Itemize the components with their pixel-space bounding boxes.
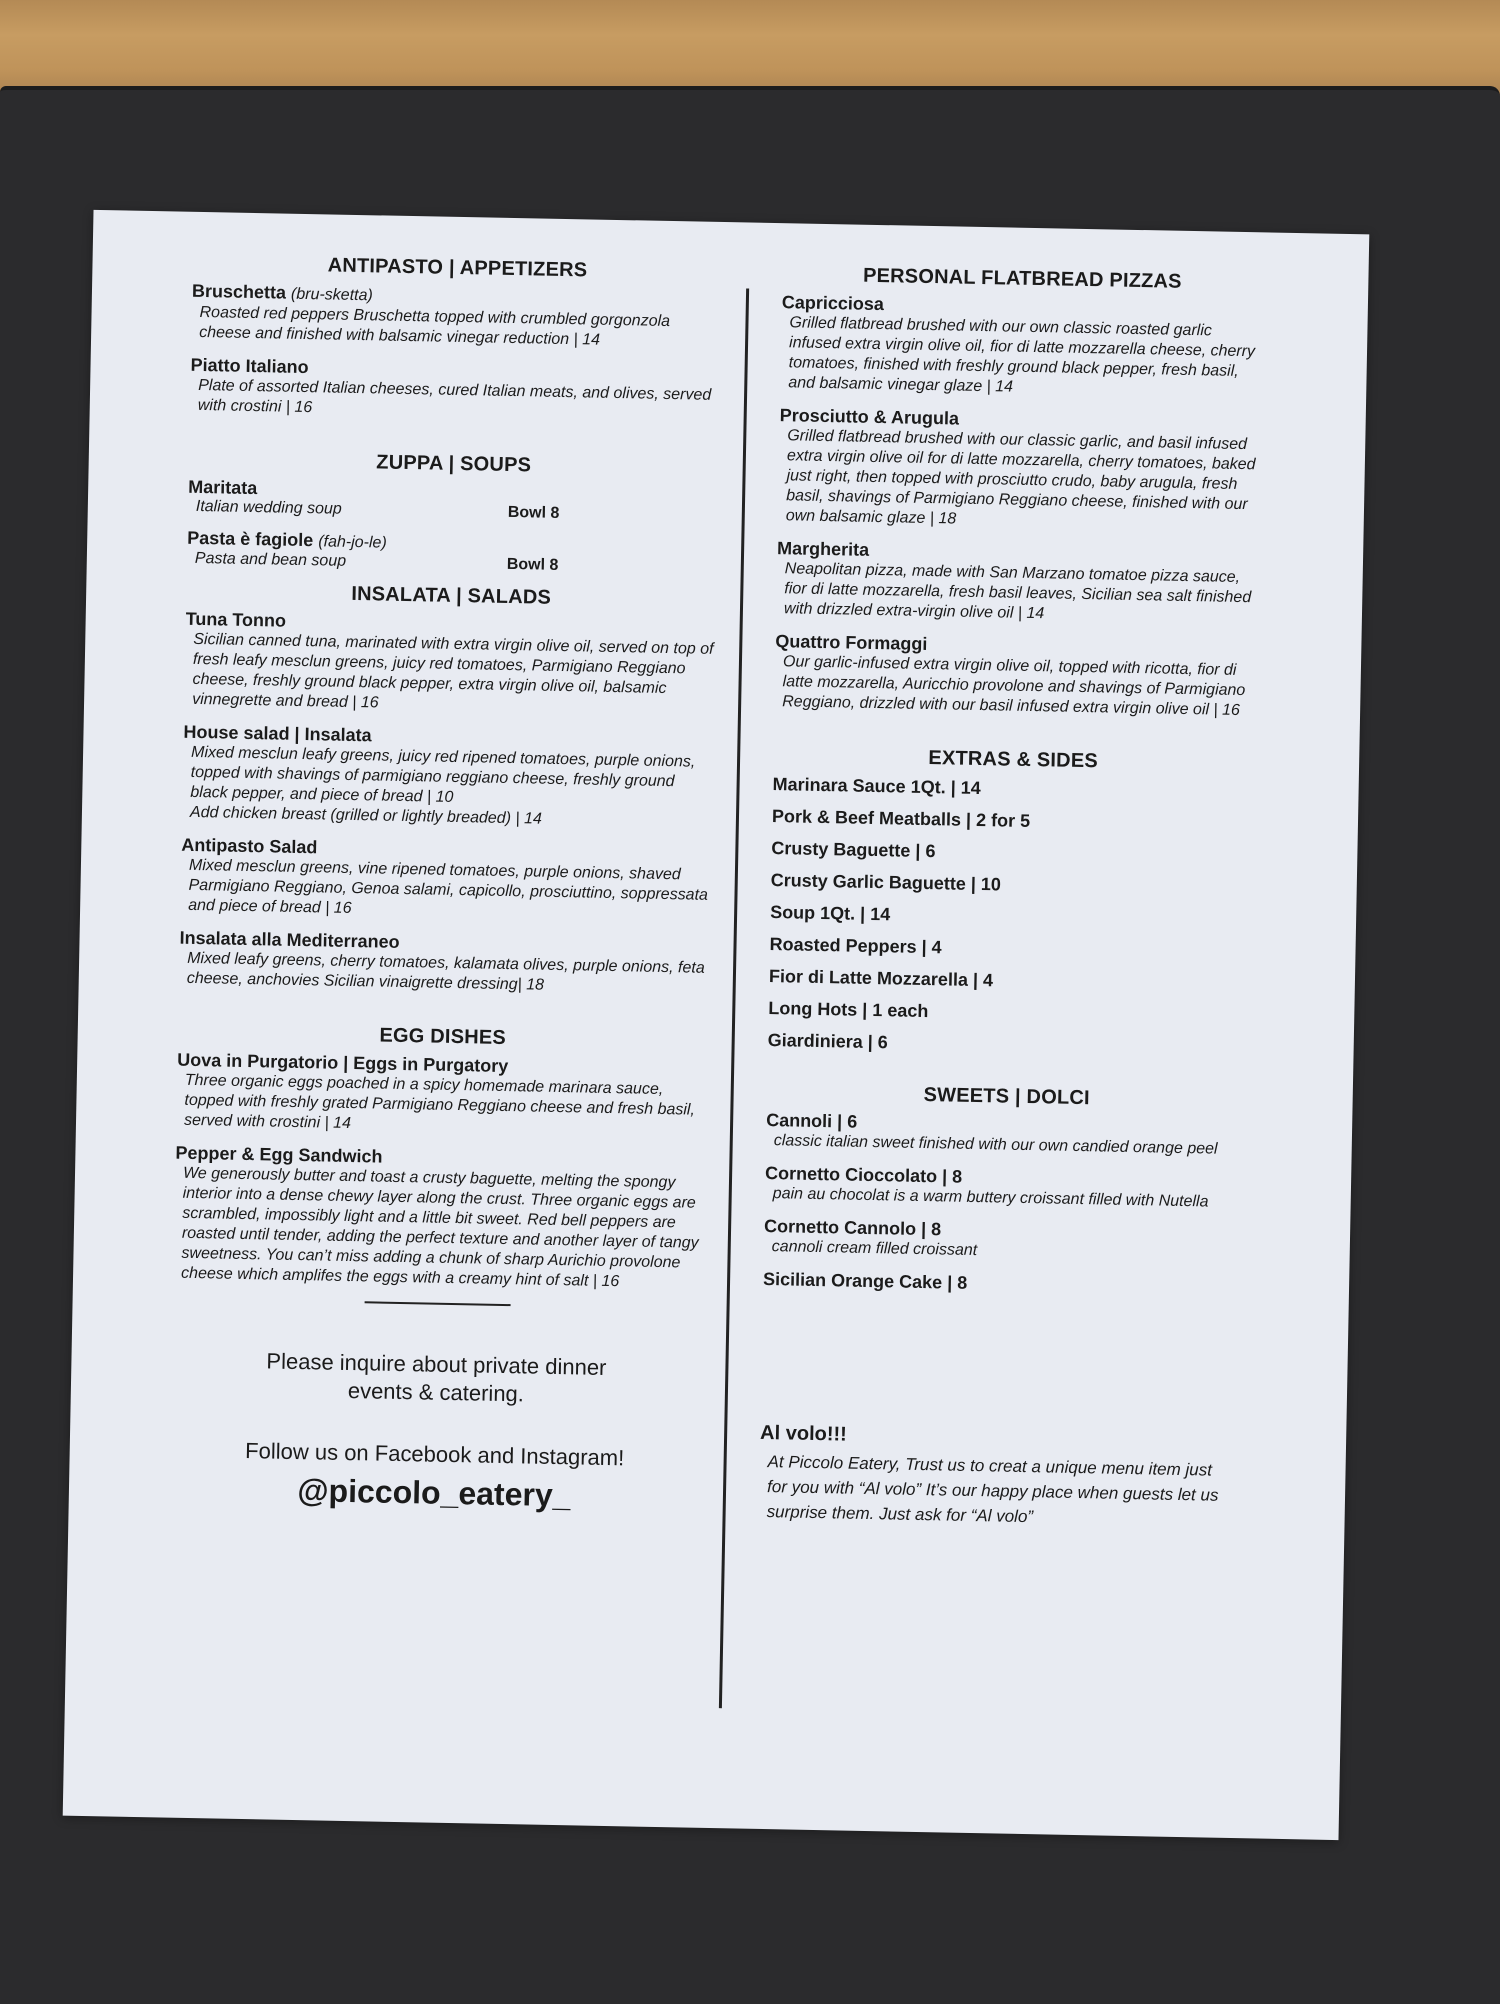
al-volo-title: Al volo!!!	[759, 1421, 848, 1446]
menu-item	[188, 477, 719, 526]
item-name: Cornetto Cioccolato | 8	[764, 1162, 963, 1187]
al-volo-description: At Piccolo Eatery, Trust us to creat a unique menu item just for you with “Al volo” It’s our happy place when guests let us surprise them. Just ask for “Al volo”	[766, 1452, 1219, 1527]
menu-item	[187, 528, 718, 578]
al-volo-section	[758, 1422, 1240, 1533]
egg-dishes-section	[173, 1021, 708, 1294]
section-title: INSALATA | SALADS	[351, 582, 552, 609]
item-name: Quattro Formaggi	[775, 631, 928, 654]
menu-item	[763, 1269, 1243, 1299]
item-pronunciation: (fah-jo-le)	[318, 533, 387, 552]
item-description: pain au chocolat is a warm buttery croissant filled with Nutella	[772, 1185, 1209, 1211]
item-description: We generously butter and toast a crusty baguette, melting the spongy interior into a dense chewy layer along the crust. Three organic eggs are scrambled, impossibly light and a little bit sweet. Red bell peppers are roasted until tender, adding the perfect texture and another layer of tangy sweetness. You can’t miss adding a chunk of sharp Aurichio provolone cheese which amplifes the eggs with a creamy hint of salt | 16	[180, 1164, 699, 1291]
side-item: Crusty Baguette | 6	[771, 838, 936, 862]
item-description: Pasta and bean soup	[194, 549, 347, 570]
side-item: Pork & Beef Meatballs | 2 for 5	[771, 806, 1031, 831]
item-description: Neapolitan pizza, made with San Marzano tomatoe pizza sauce, fior di latte mozzarella, fresh basil leaves, Sicilian sea salt finished with drizzled extra-virgin olive oil | 14	[783, 560, 1252, 623]
item-addon: Add chicken breast (grilled or lightly breaded) | 14	[189, 803, 542, 828]
side-item: Long Hots | 1 each	[768, 998, 929, 1022]
menu-item	[764, 1216, 1245, 1266]
menu-item	[182, 722, 714, 833]
menu-item	[780, 292, 1262, 402]
menu-right-column	[758, 263, 1262, 1533]
section-title: ANTIPASTO | APPETIZERS	[327, 254, 588, 282]
menu-item	[191, 281, 722, 353]
item-description: cannoli cream filled croissant	[771, 1238, 978, 1260]
item-price: Bowl 8	[506, 555, 559, 574]
menu-left-column	[169, 252, 723, 1517]
side-item: Crusty Garlic Baguette | 10	[770, 870, 1002, 895]
item-name: Insalata alla Mediterraneo	[179, 927, 400, 952]
item-description: Mixed mesclun greens, vine ripened tomatoes, purple onions, shaved Parmigiano Reggiano, Genoa salami, capicollo, prosciuttino, soppressata and piece of bread | 16	[188, 856, 709, 917]
item-name: House salad | Insalata	[183, 721, 372, 746]
item-name: Tuna Tonno	[185, 608, 287, 631]
section-title: ZUPPA | SOUPS	[376, 451, 532, 477]
side-item: Fior di Latte Mozzarella | 4	[768, 966, 994, 991]
pizzas-section	[774, 263, 1263, 721]
item-description: Our garlic-infused extra virgin olive oil, topped with ricotta, fior di latte mozzarella, Auricchio provolone and shavings of Parmigiano Reggiano, drizzled with our basil infused extra virgin olive oil | 16	[782, 653, 1246, 719]
item-price: Bowl 8	[507, 503, 560, 522]
item-name: Pepper & Egg Sandwich	[175, 1142, 383, 1167]
section-title: PERSONAL FLATBREAD PIZZAS	[862, 264, 1182, 293]
extras-section	[768, 744, 1254, 1060]
side-item: Soup 1Qt. | 14	[769, 902, 891, 925]
item-name: Capricciosa	[781, 292, 885, 315]
menu-item	[776, 538, 1257, 628]
section-title: EXTRAS & SIDES	[928, 747, 1099, 773]
item-name: Cornetto Cannolo | 8	[763, 1215, 942, 1240]
item-description: Roasted red peppers Bruschetta topped with crumbled gorgonzola cheese and finished with balsamic vinegar reduction | 14	[199, 303, 671, 349]
menu-item	[184, 609, 716, 720]
instagram-handle: @piccolo_eatery_	[297, 1472, 571, 1514]
menu-item	[765, 1163, 1246, 1213]
side-item: Roasted Peppers | 4	[769, 934, 942, 958]
item-description: Grilled flatbread brushed with our classic garlic, and basil infused extra virgin olive oil for di latte mozzarella, cherry tomatoes, baked just right, then topped with prosciutto crudo, baby arugula, fresh basil, shavings of Parmigiano Reggiano cheese, finished with our own balsamic glaze | 18	[785, 427, 1256, 528]
item-description: Sicilian canned tuna, marinated with extra virgin olive oil, served on top of fresh leafy mesclun greens, juicy red tomatoes, Parmigiano Reggiano cheese, freshly ground black pepper, extra virgin olive oil, balsamic vinnegrette and bread | 16	[191, 630, 714, 712]
menu-item	[190, 355, 721, 426]
menu-item	[179, 928, 710, 999]
footer-rule	[365, 1301, 511, 1306]
column-divider	[719, 288, 749, 1708]
item-description: Three organic eggs poached in a spicy homemade marinara sauce, topped with freshly grated Parmigiano Reggiano cheese and fresh basil, served with crostini | 14	[183, 1071, 696, 1133]
section-title: SWEETS | DOLCI	[923, 1084, 1090, 1110]
item-pronunciation: (bru-sketta)	[290, 285, 373, 305]
item-name: Margherita	[776, 538, 870, 560]
social-follow-note: Follow us on Facebook and Instagram!	[244, 1438, 625, 1471]
insalata-section	[179, 580, 717, 999]
zuppa-section	[187, 448, 719, 578]
item-description: Grilled flatbread brushed with our own classic roasted garlic infused extra virgin olive oil, fior di latte mozzarella cheese, cherry tomatoes, finished with freshly ground black pepper, fresh basil, and balsamic vinegar glaze | 14	[788, 314, 1256, 396]
menu-sheet	[63, 210, 1370, 1840]
menu-item	[766, 1110, 1247, 1160]
item-description: classic italian sweet finished with our own candied orange peel	[773, 1132, 1218, 1158]
item-name: Bruschetta	[191, 280, 287, 303]
menu-item	[173, 1143, 706, 1294]
item-name: Prosciutto & Arugula	[779, 405, 960, 429]
item-name: Pasta è fagiole	[187, 527, 314, 551]
item-name: Sicilian Orange Cake | 8	[762, 1268, 968, 1293]
item-description: Mixed leafy greens, cherry tomatoes, kalamata olives, purple onions, feta cheese, anchovies Sicilian vinaigrette dressing| 18	[186, 949, 705, 994]
item-description: Plate of assorted Italian cheeses, cured Italian meats, and olives, served with crostini | 16	[197, 376, 712, 417]
side-item: Marinara Sauce 1Qt. | 14	[772, 774, 981, 799]
item-description: Mixed mesclun leafy greens, juicy red ripened tomatoes, purple onions, topped with shavings of parmigiano reggiano cheese, freshly ground black pepper, and piece of bread | 10	[190, 743, 696, 806]
menu-item	[180, 835, 711, 926]
menu-footer	[169, 1346, 702, 1517]
item-description: Italian wedding soup	[195, 497, 342, 518]
item-name: Maritata	[188, 476, 258, 499]
item-name: Antipasto Salad	[181, 834, 318, 858]
item-name: Cannoli | 6	[765, 1109, 858, 1132]
sweets-section	[763, 1081, 1247, 1299]
side-item: Giardiniera | 6	[767, 1029, 888, 1053]
item-name: Uova in Purgatorio | Eggs in Purgatory	[177, 1049, 509, 1077]
menu-item	[778, 405, 1260, 535]
wooden-table-surface	[0, 0, 1500, 100]
item-name: Piatto Italiano	[190, 354, 309, 378]
private-events-note: Please inquire about private dinner events & catering.	[266, 1348, 607, 1407]
antipasto-section	[190, 252, 723, 426]
menu-item	[774, 631, 1255, 721]
menu-item	[176, 1050, 707, 1141]
section-title: EGG DISHES	[379, 1024, 507, 1049]
